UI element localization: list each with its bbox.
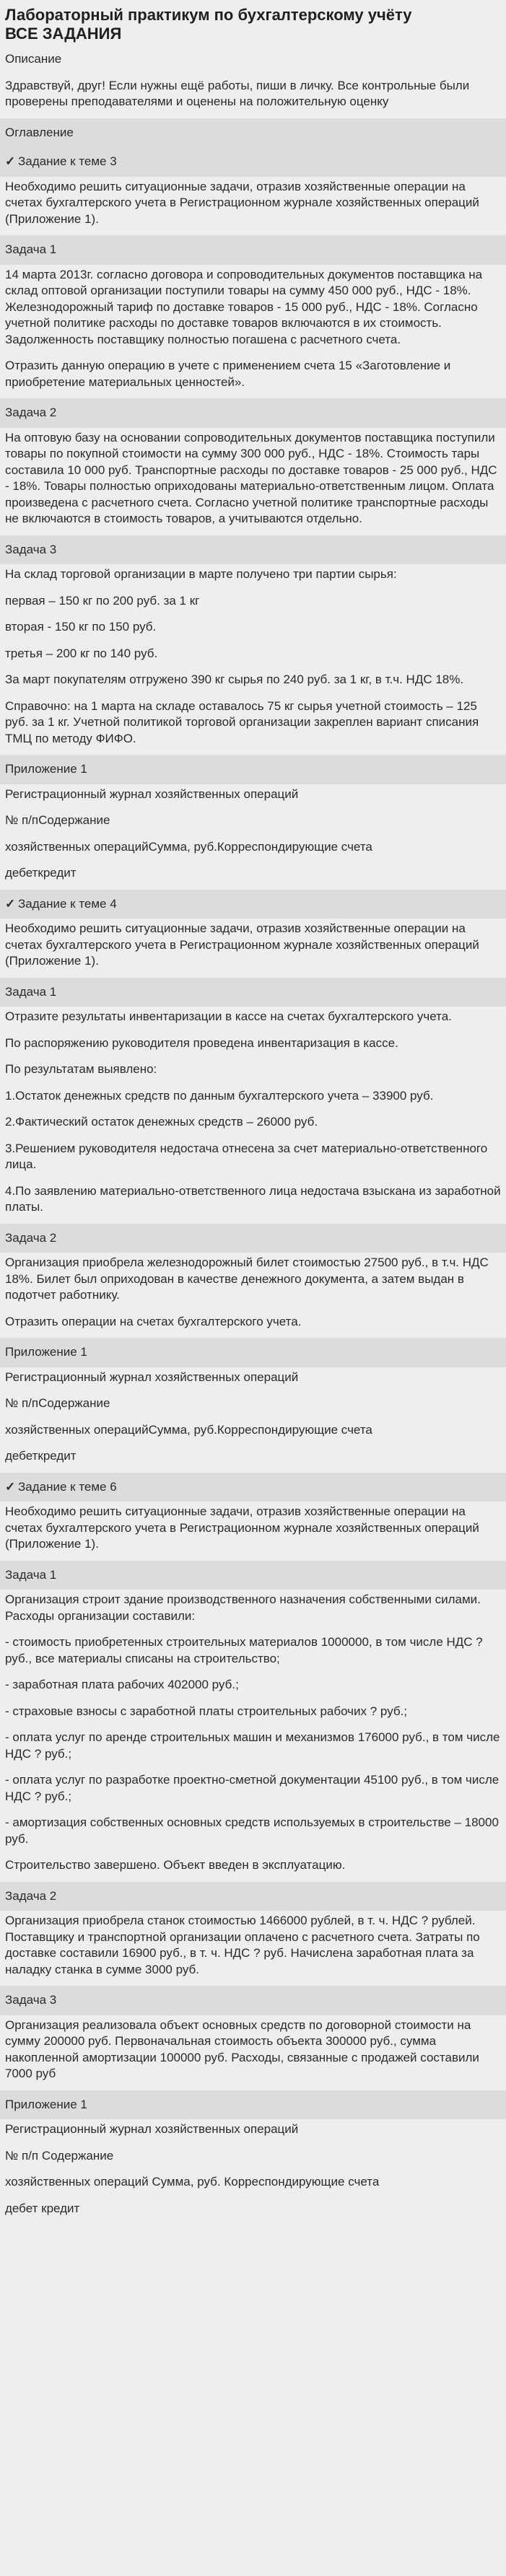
topic4-task2-text: Организация приобрела железнодорожный билет стоимостью 27500 руб., в т.ч. НДС 18%. Билет был оприходован в качестве денежного документа, а затем выдан в подотчет работнику. [5,1256,489,1302]
topic6-task1-end: Строительство завершено. Объект введен в эксплуатацию. [5,1858,346,1872]
topic4-task2-heading: Задача 2 [0,1224,506,1253]
topic3-task1-text: 14 марта 2013г. согласно договора и сопроводительных документов поставщика на склад оптовой организации поступили товары на сумму 450 000 руб., НДС - 18%. Железнодорожный тариф по доставке товаров - 15 000 руб., НДС - 18%. Согласно учетной политике расходы по доставке товаров включаются в их стоимость. Задолженность поставщику полностью погашена с расчетного счета. [5,267,483,346]
topic6-task3-heading: Задача 3 [0,1986,506,2015]
topic6-task1-item-6: - амортизация собственных основных средств используемых в строительстве – 18000 руб. [5,1815,499,1846]
topic6-task1-heading: Задача 1 [0,1561,506,1590]
topic4-appendix-row-1: № п/пСодержание [5,1396,110,1410]
topic4-appendix-heading: Приложение 1 [0,1338,506,1367]
topic6-task1-item-3: - страховые взносы с заработной платы строительных рабочих ? руб.; [5,1704,408,1718]
topic4-task1-heading: Задача 1 [0,978,506,1007]
topic3-heading [0,147,506,177]
topic3-appendix-row-2: хозяйственных операцийСумма, руб.Корреспондирующие счета [5,839,372,854]
topic4-heading [0,890,506,919]
topic4-appendix-row-3: дебеткредит [5,1449,77,1463]
topic6-task3-text: Организация реализовала объект основных средств по договорной стоимости на сумму 200000 руб. Первоначальная стоимость объекта 300000 руб., сумма накопленной амортизации 100000 руб. Расходы, связанные с продажей составили 7000 руб [5,2018,479,2080]
title-line-2: ВСЕ ЗАДАНИЯ [5,25,122,43]
topic6-task2-heading: Задача 2 [0,1882,506,1911]
topic3-task1-heading: Задача 1 [0,235,506,265]
topic4-task1-text: Отразите результаты инвентаризации в кассе на счетах бухгалтерского учета. [5,1009,452,1023]
topic4-task1-item-3: 3.Решением руководителя недостача отнесена за счет материально-ответственного лица. [5,1141,488,1171]
check-icon: ✓ [5,896,16,911]
topic3-appendix-heading: Приложение 1 [0,755,506,784]
topic6-appendix-title: Регистрационный журнал хозяйственных операций [5,2122,299,2136]
toc-heading: Оглавление [0,118,506,148]
topic4-task1-item-1: 1.Остаток денежных средств по данным бухгалтерского учета – 33900 руб. [5,1088,434,1103]
document-title [5,6,501,43]
topic6-heading [0,1473,506,1502]
topic6-task1-item-5: - оплата услуг по разработке проектно-сметной документации 45100 руб., в том числе НДС ? руб.; [5,1773,500,1803]
topic6-appendix-row-1: № п/п Содержание [5,2148,114,2163]
topic3-task3-batch-3: третья – 200 кг по 140 руб. [5,646,158,660]
topic3-heading-text: Задание к теме 3 [18,154,117,168]
description-text: Здравствуй, друг! Если нужны ещё работы, пиши в личку. Все контрольные были проверены преподавателями и оценены на положительную оценку [5,78,470,108]
check-icon: ✓ [5,154,16,168]
topic3-appendix-row-1: № п/пСодержание [5,813,110,827]
title-line-1: Лабораторный практикум по бухгалтерскому учёту [5,6,412,24]
topic6-task2-text: Организация приобрела станок стоимостью 1466000 рублей, в т. ч. НДС ? рублей. Поставщику и транспортной организации оплачено с расчетного счета. Затраты по доставке составили 16900 руб., в т. ч. НДС ? руб. Начислена заработная плата за наладку станка в сумме 3000 руб. [5,1914,480,1976]
topic3-task3-sold: За март покупателям отгружено 390 кг сырья по 240 руб. за 1 кг, в т.ч. НДС 18%. [5,673,464,686]
topic6-appendix-heading: Приложение 1 [0,2090,506,2120]
topic6-task1-item-2: - заработная плата рабочих 402000 руб.; [5,1678,239,1691]
topic3-task3-heading: Задача 3 [0,535,506,565]
topic6-intro: Необходимо решить ситуационные задачи, отразив хозяйственные операции на счетах бухгалтерского учета в Регистрационном журнале хозяйственных операций (Приложение 1). [5,1504,479,1551]
topic6-appendix-row-3: дебет кредит [5,2201,80,2215]
topic6-task1-text: Организация строит здание производственного назначения собственными силами. Расходы организации составили: [5,1593,481,1623]
topic4-heading-text: Задание к теме 4 [18,896,117,911]
topic3-task3-batch-2: вторая - 150 кг по 150 руб. [5,620,157,634]
topic3-intro: Необходимо решить ситуационные задачи, отразив хозяйственные операции на счетах бухгалтерского учета в Регистрационном журнале хозяйственных операций (Приложение 1). [5,179,479,226]
topic3-task2-text: На оптовую базу на основании сопроводительных документов поставщика поступили товары по покупной стоимости на сумму 300 000 руб., НДС - 18%. Стоимость тары составила 10 000 руб. Транспортные расходы по доставке товаров - 25 000 руб., НДС - 18%. Товары полностью оприходованы материально-ответственным лицом. Оплата произведена с расчетного счета. Согласно учетной политике транспортные расходы не включаются в стоимость товаров, а учитываются отдельно. [5,430,497,525]
topic4-appendix-title: Регистрационный журнал хозяйственных операций [5,1370,299,1384]
topic6-heading-text: Задание к теме 6 [18,1479,117,1494]
topic3-task2-heading: Задача 2 [0,398,506,428]
topic3-task3-batch-1: первая – 150 кг по 200 руб. за 1 кг [5,593,200,608]
topic3-appendix-row-3: дебеткредит [5,866,77,880]
topic4-appendix-row-2: хозяйственных операцийСумма, руб.Корреспондирующие счета [5,1422,372,1437]
topic6-task1-item-4: - оплата услуг по аренде строительных машин и механизмов 176000 руб., в том числе НДС ? руб.; [5,1730,500,1761]
topic4-intro: Необходимо решить ситуационные задачи, отразив хозяйственные операции на счетах бухгалтерского учета в Регистрационном журнале хозяйственных операций (Приложение 1). [5,921,479,968]
topic6-task1-item-1: - стоимость приобретенных строительных материалов 1000000, в том числе НДС ? руб., все материалы списаны на строительство; [5,1635,483,1665]
topic3-appendix-title: Регистрационный журнал хозяйственных операций [5,787,299,801]
topic3-task3-reference: Справочно: на 1 марта на складе оставалось 75 кг сырья учетной стоимость – 125 руб. за 1 кг. Учетной политикой торговой организации закреплен вариант списания ТМЦ по методу ФИФО. [5,698,479,745]
topic3-task3-text: На склад торговой организации в марте получено три партии сырья: [5,567,397,581]
topic4-task1-p3: По результатам выявлено: [5,1062,157,1076]
topic3-task1-note: Отразить данную операцию в учете с применением счета 15 «Заготовление и приобретение материальных ценностей». [5,359,451,389]
topic6-appendix-row-2: хозяйственных операций Сумма, руб. Корреспондирующие счета [5,2175,380,2189]
topic4-task1-p2: По распоряжению руководителя проведена инвентаризация в кассе. [5,1035,398,1050]
topic4-task1-item-2: 2.Фактический остаток денежных средств – 26000 руб. [5,1115,318,1129]
description-heading: Описание [5,52,62,66]
topic4-task1-item-4: 4.По заявлению материально-ответственного лица недостача взыскана из заработной платы. [5,1183,501,1214]
topic4-task2-note: Отразить операции на счетах бухгалтерского учета. [5,1314,302,1328]
check-icon: ✓ [5,1479,16,1494]
